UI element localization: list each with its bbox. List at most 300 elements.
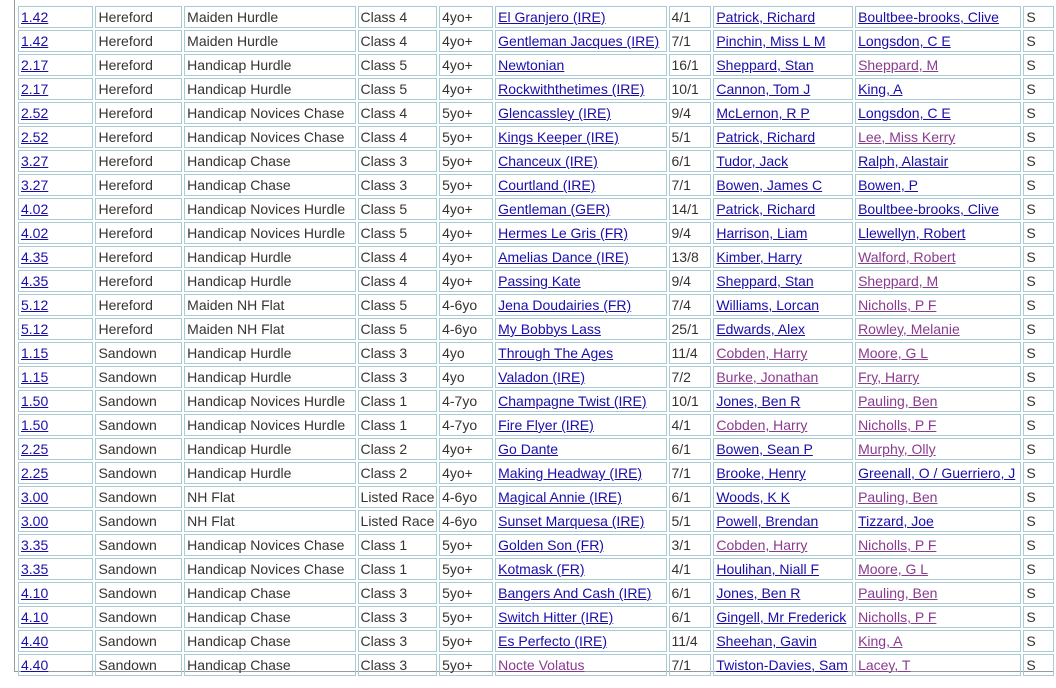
horse-link[interactable]: Jena Doudairies (FR) [498,297,632,313]
extra-cell [1023,630,1054,652]
race-type-cell [184,150,355,172]
age-cell [439,198,493,220]
odds-cell [669,54,712,76]
odds-cell-text: 7/2 [671,369,691,385]
horse-cell [495,270,666,292]
jockey-link[interactable]: Patrick, Richard [716,9,816,25]
course-cell-text: Hereford [98,9,153,25]
course-cell [95,102,182,124]
extra-cell-text: S [1026,249,1036,265]
class-cell-text: Class 2 [360,465,408,481]
race-time-link[interactable]: 4.10 [21,585,49,601]
age-cell [439,606,493,628]
odds-cell [669,150,712,172]
trainer-link[interactable]: Greenall, O / Guerriero, J [858,465,1016,481]
odds-cell [669,366,712,388]
horse-cell [495,102,666,124]
table-row [18,30,1054,52]
age-cell [439,654,493,676]
age-cell-text: 5yo+ [442,585,473,601]
jockey-link[interactable]: Jones, Ben R [716,393,801,409]
extra-cell-text: S [1026,153,1036,169]
trainer-link[interactable]: Longsdon, C E [858,33,951,49]
class-cell [358,150,438,172]
jockey-link[interactable]: Sheppard, Stan [716,273,814,289]
jockey-cell [713,342,853,364]
age-cell [439,294,493,316]
table-row [18,270,1054,292]
class-cell-text: Class 4 [360,249,408,265]
race-type-cell [184,486,355,508]
horse-link[interactable]: Magical Annie (IRE) [498,489,622,505]
race-time-link[interactable]: 2.17 [21,57,49,73]
table-row [18,54,1054,76]
horse-link[interactable]: Making Headway (IRE) [498,465,643,481]
class-cell-text: Class 4 [360,9,408,25]
extra-cell-text: S [1026,81,1036,97]
trainer-link[interactable]: Nicholls, P F [858,297,937,313]
trainer-link[interactable]: Lacey, T [858,657,911,673]
jockey-cell [713,462,853,484]
extra-cell-text: S [1026,9,1036,25]
jockey-cell [713,366,853,388]
jockey-link[interactable]: Patrick, Richard [716,129,816,145]
trainer-cell [855,30,1021,52]
jockey-link[interactable]: Williams, Lorcan [716,297,820,313]
class-cell [358,654,438,676]
trainer-link[interactable]: Sheppard, M [858,57,939,73]
trainer-cell [855,294,1021,316]
trainer-link[interactable]: Sheppard, M [858,273,939,289]
trainer-cell [855,654,1021,676]
race-time-link[interactable]: 2.52 [21,105,49,121]
extra-cell [1023,558,1054,580]
trainer-link[interactable]: Pauling, Ben [858,393,938,409]
odds-cell-text: 5/1 [671,129,691,145]
odds-cell [669,78,712,100]
jockey-link[interactable]: Bowen, James C [716,177,823,193]
jockey-link[interactable]: McLernon, R P [716,105,810,121]
course-cell [95,126,182,148]
race-time-cell [18,654,93,676]
jockey-link[interactable]: Cobden, Harry [716,417,808,433]
horse-link[interactable]: Chanceux (IRE) [498,153,598,169]
trainer-cell [855,54,1021,76]
horse-link[interactable]: Sunset Marquesa (IRE) [498,513,645,529]
class-cell-text: Class 5 [360,81,408,97]
race-time-link[interactable]: 5.12 [21,297,49,313]
jockey-link[interactable]: Jones, Ben R [716,585,801,601]
class-cell-text: Class 3 [360,633,408,649]
race-time-link[interactable]: 1.42 [21,9,49,25]
trainer-cell [855,270,1021,292]
course-cell [95,318,182,340]
horse-link[interactable]: Champagne Twist (IRE) [498,393,647,409]
course-cell [95,6,182,28]
course-cell [95,558,182,580]
odds-cell [669,246,712,268]
trainer-link[interactable]: Fry, Harry [858,369,920,385]
race-time-link[interactable]: 2.25 [21,465,49,481]
horse-cell [495,6,666,28]
horse-link[interactable]: Through The Ages [498,345,614,361]
trainer-cell [855,102,1021,124]
trainer-link[interactable]: Walford, Robert [858,249,956,265]
course-cell-text: Hereford [98,153,153,169]
extra-cell [1023,606,1054,628]
horse-link[interactable]: El Granjero (IRE) [498,9,606,25]
extra-cell-text: S [1026,513,1036,529]
age-cell [439,342,493,364]
race-time-link[interactable]: 3.27 [21,177,49,193]
race-time-link[interactable]: 4.40 [21,633,49,649]
table-row [18,534,1054,556]
race-time-link[interactable]: 4.35 [21,249,49,265]
race-type-cell-text: Maiden Hurdle [187,9,279,25]
class-cell [358,246,438,268]
race-time-link[interactable]: 4.40 [21,657,49,673]
jockey-link[interactable]: Brooke, Henry [716,465,806,481]
race-time-link[interactable]: 2.52 [21,129,49,145]
course-cell [95,30,182,52]
course-cell-text: Hereford [98,297,153,313]
horse-cell [495,30,666,52]
race-type-cell [184,222,355,244]
table-row [18,462,1054,484]
age-cell [439,246,493,268]
extra-cell-text: S [1026,129,1036,145]
extra-cell-text: S [1026,441,1036,457]
horse-link[interactable]: Valadon (IRE) [498,369,586,385]
horse-cell [495,630,666,652]
jockey-cell [713,102,853,124]
race-time-link[interactable]: 1.50 [21,417,49,433]
trainer-link[interactable]: Pauling, Ben [858,489,938,505]
horse-link[interactable]: Rockwiththetimes (IRE) [498,81,645,97]
trainer-cell [855,150,1021,172]
course-cell [95,438,182,460]
course-cell-text: Hereford [98,321,153,337]
race-time-cell [18,582,93,604]
extra-cell-text: S [1026,489,1036,505]
horse-cell [495,318,666,340]
race-time-link[interactable]: 4.02 [21,225,49,241]
odds-cell-text: 7/1 [671,657,691,673]
racecard-rows [18,6,1054,676]
trainer-link[interactable]: Nicholls, P F [858,537,937,553]
jockey-link[interactable]: Harrison, Liam [716,225,808,241]
trainer-link[interactable]: King, A [858,81,903,97]
race-type-cell-text: Handicap Novices Hurdle [187,225,346,241]
jockey-link[interactable]: Bowen, Sean P [716,441,813,457]
course-cell [95,462,182,484]
extra-cell [1023,438,1054,460]
race-time-cell [18,510,93,532]
horse-link[interactable]: Gentleman Jacques (IRE) [498,33,660,49]
race-time-cell [18,78,93,100]
trainer-link[interactable]: Longsdon, C E [858,105,951,121]
age-cell [439,126,493,148]
class-cell-text: Class 5 [360,321,408,337]
course-cell-text: Sandown [98,537,157,553]
extra-cell-text: S [1026,225,1036,241]
race-type-cell [184,318,355,340]
class-cell-text: Class 2 [360,441,408,457]
horse-link[interactable]: Bangers And Cash (IRE) [498,585,652,601]
race-time-cell [18,126,93,148]
trainer-link[interactable]: Nicholls, P F [858,609,937,625]
extra-cell-text: S [1026,585,1036,601]
trainer-link[interactable]: Lee, Miss Kerry [858,129,956,145]
race-time-link[interactable]: 3.35 [21,561,49,577]
race-time-link[interactable]: 3.00 [21,513,49,529]
extra-cell-text: S [1026,633,1036,649]
jockey-link[interactable]: Burke, Jonathan [716,369,819,385]
course-cell-text: Sandown [98,369,157,385]
race-type-cell-text: Handicap Hurdle [187,441,292,457]
course-cell-text: Hereford [98,177,153,193]
odds-cell [669,30,712,52]
race-type-cell-text: NH Flat [187,489,235,505]
trainer-link[interactable]: Murphy, Olly [858,441,936,457]
race-type-cell-text: NH Flat [187,513,235,529]
jockey-link[interactable]: Gingell, Mr Frederick [716,609,847,625]
course-cell-text: Sandown [98,345,157,361]
trainer-link[interactable]: Moore, G L [858,561,929,577]
jockey-link[interactable]: Woods, K K [716,489,790,505]
extra-cell [1023,270,1054,292]
jockey-cell [713,582,853,604]
race-time-link[interactable]: 1.15 [21,369,49,385]
jockey-link[interactable]: Kimber, Harry [716,249,802,265]
horse-link[interactable]: Es Perfecto (IRE) [498,633,608,649]
jockey-link[interactable]: Houlihan, Niall F [716,561,820,577]
table-row [18,6,1054,28]
jockey-link[interactable]: Sheehan, Gavin [716,633,817,649]
trainer-cell [855,606,1021,628]
race-time-link[interactable]: 2.17 [21,81,49,97]
odds-cell [669,438,712,460]
race-time-link[interactable]: 1.42 [21,33,49,49]
horse-link[interactable]: Go Dante [498,441,559,457]
jockey-cell [713,510,853,532]
course-cell [95,270,182,292]
race-type-cell-text: Handicap Hurdle [187,345,292,361]
odds-cell [669,390,712,412]
age-cell-text: 5yo+ [442,177,473,193]
age-cell-text: 4-6yo [442,321,478,337]
extra-cell [1023,486,1054,508]
horse-cell [495,654,666,676]
extra-cell-text: S [1026,297,1036,313]
jockey-cell [713,630,853,652]
course-cell-text: Sandown [98,441,157,457]
trainer-link[interactable]: Bowen, P [858,177,918,193]
jockey-link[interactable]: Patrick, Richard [716,201,816,217]
race-time-link[interactable]: 3.00 [21,489,49,505]
jockey-cell [713,438,853,460]
horse-link[interactable]: Newtonian [498,57,565,73]
horse-link[interactable]: Fire Flyer (IRE) [498,417,594,433]
class-cell-text: Class 3 [360,153,408,169]
race-time-link[interactable]: 3.35 [21,537,49,553]
class-cell [358,534,438,556]
trainer-link[interactable]: Boultbee-brooks, Clive [858,9,999,25]
horse-cell [495,150,666,172]
course-cell [95,366,182,388]
jockey-link[interactable]: Cannon, Tom J [716,81,811,97]
horse-link[interactable]: Golden Son (FR) [498,537,604,553]
race-type-cell-text: Maiden Hurdle [187,33,279,49]
jockey-link[interactable]: Twiston-Davies, Sam [716,657,848,673]
odds-cell-text: 7/4 [671,297,691,313]
horse-cell [495,510,666,532]
trainer-cell [855,126,1021,148]
class-cell [358,174,438,196]
jockey-cell [713,246,853,268]
jockey-link[interactable]: Edwards, Alex [716,321,806,337]
age-cell-text: 4yo [442,345,465,361]
age-cell-text: 4yo+ [442,201,473,217]
course-cell-text: Sandown [98,465,157,481]
odds-cell-text: 13/8 [671,249,699,265]
race-time-cell [18,222,93,244]
trainer-link[interactable]: Pauling, Ben [858,585,938,601]
age-cell [439,534,493,556]
jockey-link[interactable]: Powell, Brendan [716,513,819,529]
odds-cell-text: 9/4 [671,105,691,121]
class-cell-text: Class 4 [360,33,408,49]
odds-cell-text: 14/1 [671,201,699,217]
jockey-cell [713,174,853,196]
race-time-link[interactable]: 1.50 [21,393,49,409]
trainer-link[interactable]: Ralph, Alastair [858,153,949,169]
extra-cell-text: S [1026,105,1036,121]
horse-link[interactable]: Glencassley (IRE) [498,105,611,121]
table-row [18,414,1054,436]
horse-link[interactable]: Passing Kate [498,273,581,289]
course-cell-text: Sandown [98,393,157,409]
age-cell-text: 5yo+ [442,153,473,169]
class-cell [358,414,438,436]
course-cell-text: Sandown [98,417,157,433]
class-cell [358,30,438,52]
extra-cell [1023,534,1054,556]
race-time-cell [18,270,93,292]
course-cell-text: Hereford [98,201,153,217]
course-cell [95,294,182,316]
course-cell [95,582,182,604]
race-time-link[interactable]: 3.27 [21,153,49,169]
trainer-cell [855,534,1021,556]
age-cell [439,318,493,340]
class-cell [358,582,438,604]
horse-link[interactable]: Switch Hitter (IRE) [498,609,614,625]
trainer-link[interactable]: Boultbee-brooks, Clive [858,201,999,217]
odds-cell-text: 11/4 [671,345,698,361]
table-row [18,294,1054,316]
age-cell-text: 4-6yo [442,489,478,505]
trainer-cell [855,558,1021,580]
odds-cell [669,294,712,316]
race-time-cell [18,342,93,364]
race-type-cell-text: Handicap Novices Hurdle [187,393,346,409]
race-type-cell [184,294,355,316]
odds-cell [669,222,712,244]
class-cell [358,126,438,148]
race-time-link[interactable]: 1.15 [21,345,49,361]
class-cell-text: Class 1 [360,537,408,553]
trainer-cell [855,390,1021,412]
jockey-link[interactable]: Tudor, Jack [716,153,789,169]
extra-cell-text: S [1026,537,1036,553]
race-time-link[interactable]: 2.25 [21,441,49,457]
jockey-link[interactable]: Sheppard, Stan [716,57,814,73]
age-cell-text: 5yo+ [442,129,473,145]
age-cell-text: 4yo+ [442,9,473,25]
horse-link[interactable]: Kings Keeper (IRE) [498,129,619,145]
table-row [18,366,1054,388]
horse-cell [495,462,666,484]
class-cell [358,606,438,628]
race-time-cell [18,558,93,580]
horse-cell [495,390,666,412]
race-time-cell [18,534,93,556]
odds-cell [669,606,712,628]
odds-cell-text: 5/1 [671,513,691,529]
race-time-cell [18,198,93,220]
trainer-link[interactable]: Tizzard, Joe [858,513,934,529]
trainer-link[interactable]: Llewellyn, Robert [858,225,966,241]
racecard-table [16,4,1056,678]
jockey-cell [713,270,853,292]
age-cell [439,486,493,508]
odds-cell [669,318,712,340]
trainer-link[interactable]: King, A [858,633,903,649]
table-row [18,486,1054,508]
horse-link[interactable]: Courtland (IRE) [498,177,596,193]
trainer-link[interactable]: Rowley, Melanie [858,321,960,337]
jockey-cell [713,414,853,436]
horse-link[interactable]: Amelias Dance (IRE) [498,249,629,265]
race-time-cell [18,6,93,28]
odds-cell-text: 9/4 [671,225,691,241]
horse-link[interactable]: Gentleman (GER) [498,201,611,217]
class-cell [358,318,438,340]
trainer-link[interactable]: Nicholls, P F [858,417,937,433]
jockey-link[interactable]: Cobden, Harry [716,345,808,361]
horse-link[interactable]: My Bobbys Lass [498,321,601,337]
age-cell [439,78,493,100]
jockey-cell [713,30,853,52]
race-type-cell-text: Handicap Chase [187,585,291,601]
extra-cell-text: S [1026,465,1036,481]
race-time-link[interactable]: 5.12 [21,321,49,337]
trainer-link[interactable]: Moore, G L [858,345,929,361]
horse-link[interactable]: Hermes Le Gris (FR) [498,225,629,241]
race-time-link[interactable]: 4.10 [21,609,49,625]
extra-cell [1023,390,1054,412]
horse-link[interactable]: Kotmask (FR) [498,561,585,577]
jockey-link[interactable]: Pinchin, Miss L M [716,33,826,49]
jockey-link[interactable]: Cobden, Harry [716,537,808,553]
race-time-link[interactable]: 4.02 [21,201,49,217]
course-cell-text: Hereford [98,129,153,145]
horse-link[interactable]: Nocte Volatus [498,657,585,673]
race-type-cell [184,606,355,628]
race-time-cell [18,246,93,268]
race-time-link[interactable]: 4.35 [21,273,49,289]
